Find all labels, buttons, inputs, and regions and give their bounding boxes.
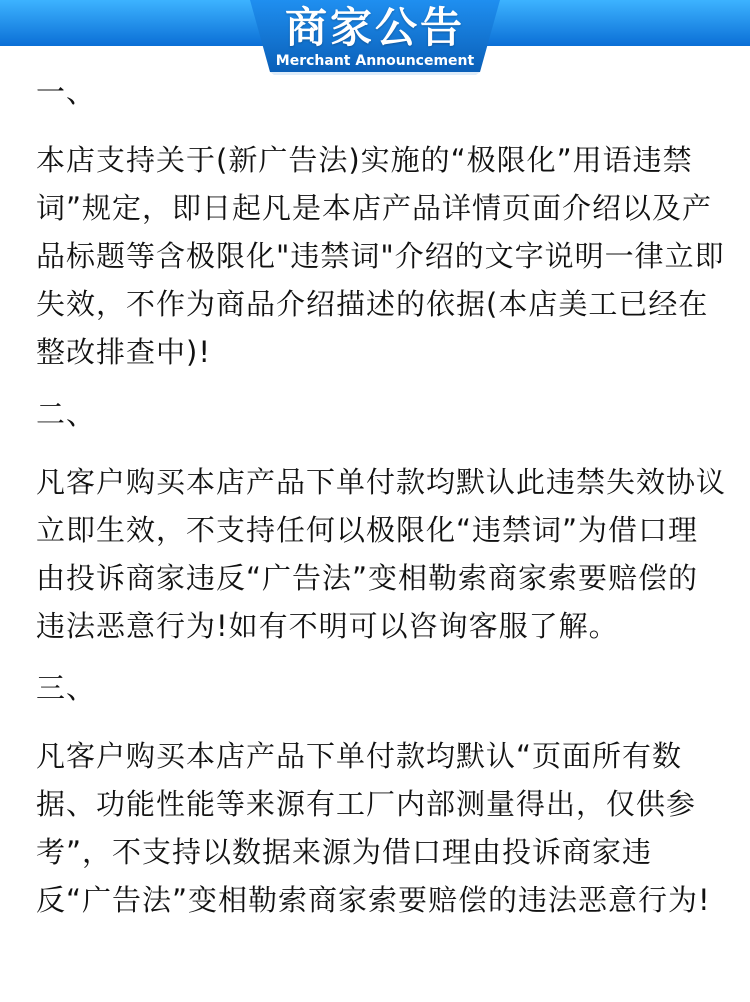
section-3-number: 三、 xyxy=(36,671,97,705)
section-1-number: 一、 xyxy=(36,75,97,109)
section-1-text: 本店支持关于(新广告法)实施的“极限化”用语违禁词”规定，即日起凡是本店产品详情页面介绍以及产品标题等含极限化"违禁词"介绍的文字说明一律立即失效，不作为商品介绍描述的依据(本店美工已经在整改排查中)! xyxy=(36,143,725,369)
announcement-content xyxy=(36,68,726,924)
announcement-header xyxy=(0,0,750,75)
section-3-text: 凡客户购买本店产品下单付款均默认“页面所有数据、功能性能等来源有工厂内部测量得出，仅供参考”，不支持以数据来源为借口理由投诉商家违反“广告法”变相勒索商家索要赔偿的违法恶意行为! xyxy=(36,739,711,917)
section-2-text: 凡客户购买本店产品下单付款均默认此违禁失效协议立即生效，不支持任何以极限化“违禁词”为借口理由投诉商家违反“广告法”变相勒索商家索要赔偿的违法恶意行为!如有不明可以咨询客服了解。 xyxy=(36,465,727,643)
section-2-number: 二、 xyxy=(36,397,97,431)
announcement-title: 商家公告 xyxy=(284,3,465,52)
announcement-subtitle: Merchant Announcement xyxy=(275,53,475,69)
